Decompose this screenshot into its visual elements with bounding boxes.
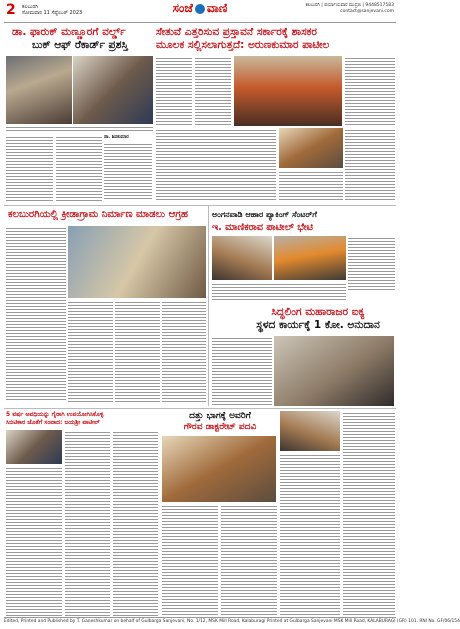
article2-headline-line1: ಸೇತುವೆ ಎತ್ತರಿಸುವ ಪ್ರಸ್ತಾವನೆ ಸರ್ಕಾರಕ್ಕೆ ಶಾಸಕರ — [156, 26, 317, 38]
issue-date — [22, 4, 112, 16]
divider-2 — [4, 408, 396, 409]
sidebar-body-col1 — [280, 453, 340, 616]
article1-body-col2 — [56, 135, 102, 201]
article7-body-col2 — [221, 504, 277, 616]
article5-headline — [240, 306, 396, 332]
article4-headline-line2: ಇ. ಮಾಣಿಕರಾವ ಪಾಟೀಲ್ ಭೇಟಿ — [212, 222, 313, 233]
article1-byline: ಡಾ. ಶಿವಕುಮಾರ — [104, 135, 129, 140]
article2-body-col1 — [156, 56, 192, 126]
article2-body-col4 — [279, 170, 343, 202]
article2-body-col3 — [345, 56, 395, 126]
meta-line2: contact@sanjevani.com — [340, 9, 394, 14]
date-text: ಸೋಮವಾರ 11 ಸೆಪ್ಟೆಂಬರ್ 2023 — [22, 10, 83, 16]
article7-headline — [162, 411, 278, 433]
article1-headline-line1: ಡಾ. ಫಾರುಕ್ ಮಣ್ಣೂರಗೆ ವರ್ಲ್ಡ್ — [12, 26, 126, 38]
article4-body-lower — [212, 282, 346, 302]
article5-headline-line1: ಸಿದ್ಧಲಿಂಗ ಮಹಾರಾಜರ ಐಕ್ಯ — [271, 306, 365, 318]
article1-headline — [12, 26, 152, 52]
article6-headline-line1: 5 ವರ್ಷ ಅವಧಿಯನ್ನು ಗೈರಾಗಿ ಉಪಯೋಗಿಸಿಕೊಳ್ಳಿ — [6, 411, 104, 418]
meta-line1: ಕಲಬುರಗಿ | ಪರ್ಯಾಯವಾರ ಮುದ್ರಣ | 9448517583 — [305, 3, 394, 8]
article6-photo — [6, 430, 62, 464]
article5-headline-line2: ಸ್ಥಳದ ಕಾರ್ಯಕ್ಕೆ 1 ಕೋ. ಅನುದಾನ — [256, 319, 380, 331]
article3-body-col1 — [6, 226, 66, 402]
article4-headline-line1: ಅಂಗನವಾಡಿ ಆಹಾರ ಪ್ಯಾಕಿಂಗ್ ಸೆಂಟರ್‌ಗೆ — [212, 210, 317, 219]
article4-photo-right — [274, 236, 346, 280]
article3-body-col4 — [162, 300, 206, 402]
article1-photo-right — [73, 56, 153, 124]
article3-body-col3 — [115, 300, 160, 402]
masthead — [150, 1, 250, 19]
column-divider — [208, 206, 209, 406]
header-rule — [4, 22, 396, 23]
article2-body-col2 — [195, 56, 231, 126]
article4-body-col1 — [348, 236, 395, 292]
article2-headline-line2: ಮೂಲಕ ಸಲ್ಲಿಸಲಾಗುತ್ತದೆ: ಅರುಣಕುಮಾರ ಪಾಟೀಲ — [156, 39, 330, 51]
article1-body-col3 — [104, 142, 152, 201]
article1-photo-left — [6, 56, 72, 124]
article7-body-col1 — [162, 504, 218, 616]
article4-photo-left — [212, 236, 272, 280]
article7-headline-line1: ದತ್ತು ಭಾಗಕ್ಕೆ ಅವರಿಗೆ — [189, 411, 251, 421]
article2-photo-small — [279, 128, 343, 168]
article1-body-col1 — [6, 135, 53, 201]
article3-headline: ಕಲಬುರಗಿಯಲ್ಲಿ ಕ್ರೀಡಾಗ್ರಾಮ ನಿರ್ಮಾಣ ಮಾಡಲು ಆಗ್ರಹ — [8, 209, 188, 220]
article1-headline-line2: ಬುಕ್ ಆಫ್ ರೆಕಾರ್ಡ್ ಪ್ರಶಸ್ತಿ — [32, 39, 128, 51]
article6-body-col2 — [65, 430, 110, 616]
footer-imprint: Edited, Printed and Published by T. Ganeshkumar on behalf of Gulbarga Sanjevani, No. 1/12, MSK Mill Road, Kalaburagi Printed at Gulbarga Sanjevani MSK Mill Road, KALABURAGI (GR) 101. RNI No. GF/06/154 — [4, 617, 396, 627]
article2-body-col5 — [345, 128, 395, 202]
sidebar-body-col2 — [343, 411, 395, 616]
divider-1 — [4, 205, 396, 206]
article4-headline — [212, 208, 396, 234]
date-city: ಕಲಬುರಗಿ — [22, 4, 38, 10]
masthead-left: ಸಂಜೆ — [172, 1, 193, 15]
article2-photo — [234, 56, 342, 126]
masthead-right: ವಾಣಿ — [206, 1, 228, 15]
article6-body-col3 — [113, 430, 158, 616]
article5-body-col1 — [212, 336, 272, 406]
article6-headline — [6, 411, 136, 427]
article3-photo — [68, 226, 206, 298]
article2-headline — [156, 26, 396, 52]
article7-photo — [162, 436, 276, 502]
article3-body-col2 — [68, 300, 113, 402]
page-number: 2 — [6, 2, 16, 18]
article5-photo — [274, 336, 394, 406]
article6-headline-line2: ಸಿಬಿಟಿಕಾರ ಜೊತೆಗೆ ಸಂವಾದ: ಜಯಶ್ರೀ ಪಾಟೀಲ್ — [6, 419, 100, 426]
article1-caption — [6, 125, 153, 133]
masthead-logo-icon — [195, 4, 205, 14]
article6-body-col1 — [6, 466, 62, 616]
sidebar-photo — [280, 411, 340, 451]
article7-headline-line2: ಗೌರವ ಡಾಕ್ಟರೇಟ್ ಪದವಿ — [183, 422, 257, 432]
header-meta — [284, 3, 394, 15]
article2-body-lower — [156, 128, 276, 202]
